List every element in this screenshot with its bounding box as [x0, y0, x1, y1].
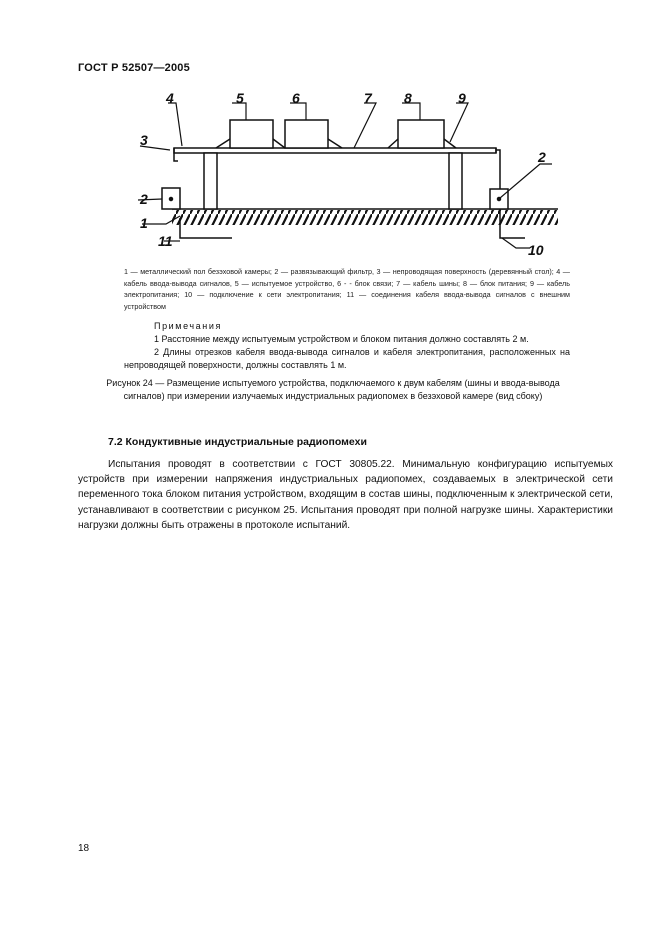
notes-block	[124, 320, 570, 372]
callout-3: 3	[140, 132, 148, 148]
table-top	[174, 148, 496, 153]
device-under-test	[230, 120, 273, 148]
figure-caption: Рисунок 24 — Размещение испытуемого устройства, подключаемого к двум кабелям (шины и ввода-вывода сигналов) при измерении излучаемых индустриальных радиопомех в безэховой камере (вид сбоку)	[106, 378, 560, 401]
callout-5: 5	[236, 90, 244, 106]
note-item: 1 Расстояние между испытуемым устройством и блоком питания должно составлять 2 м.	[154, 334, 529, 344]
link-unit	[285, 120, 328, 148]
callout-11: 11	[158, 233, 173, 249]
callout-labels	[139, 90, 546, 258]
figure-24-diagram	[120, 88, 570, 258]
table-legs	[204, 153, 462, 209]
callout-1: 1	[140, 215, 148, 231]
section-title: 7.2 Кондуктивные индустриальные радиопомехи	[108, 436, 367, 448]
callout-2-right: 2	[538, 149, 546, 165]
figure-legend: 1 — металлический пол безэховой камеры; 2 — развязывающий фильтр, 3 — непроводящая поверхность (деревянный стол); 4 — кабель ввода-вывода сигналов, 5 — испытуемое устройство, 6 - - блок связи; 7 — кабель шины; 8 — блок питания; 9 — кабель электропитания; 10 — подключение к сети электропитания; 11 — соединения кабеля ввода-вывода сигналов с внешним устройством	[124, 267, 570, 311]
notes-heading: Примечания	[154, 321, 222, 331]
callout-10: 10	[528, 242, 544, 258]
callout-7: 7	[364, 90, 372, 106]
document-header: ГОСТ Р 52507—2005	[78, 62, 190, 74]
section-paragraph: Испытания проводят в соответствии с ГОСТ 30805.22. Минимальную конфигурацию испытуемых устройств при измерении напряжения индустриальных радиопомех, создаваемых в электрической сети переменного тока блоком питания устройством, входящим в состав шины, подключенным к электрической сети, устанавливают в соответствии с рисунком 25. Испытания проводят при полной нагрузке шины. Характеристики нагрузки должны быть отражены в протоколе испытаний.	[78, 459, 613, 531]
callout-leaders	[138, 103, 552, 248]
callout-6: 6	[292, 90, 300, 106]
callout-2-left: 2	[140, 191, 148, 207]
page-number: 18	[78, 843, 90, 854]
callout-8: 8	[404, 90, 412, 106]
devices	[230, 120, 444, 148]
callout-9: 9	[458, 90, 466, 106]
callout-4: 4	[166, 90, 174, 106]
power-unit	[398, 120, 444, 148]
note-item: 2 Длины отрезков кабеля ввода-вывода сигналов и кабеля электропитания, расположенных на непроводящей поверхности, должны составлять 1 м.	[124, 347, 570, 370]
